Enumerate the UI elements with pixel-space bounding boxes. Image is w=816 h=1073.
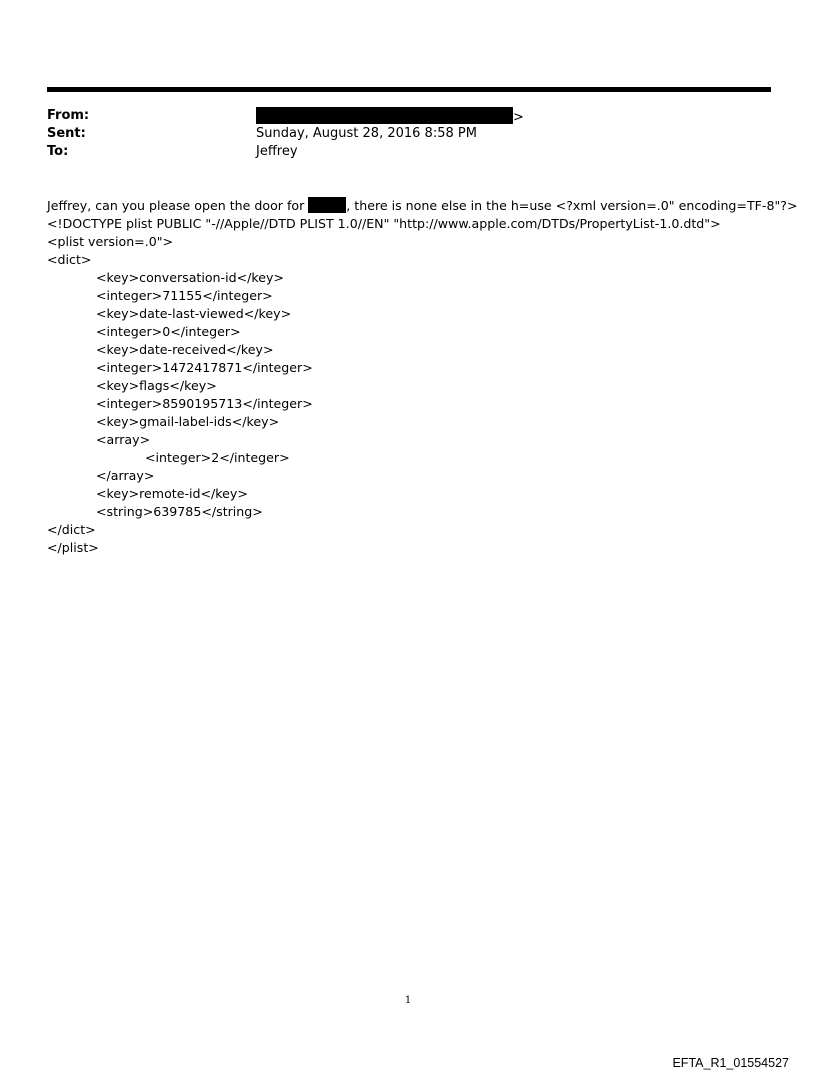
to-row [47,143,771,161]
plist-entry-line: <integer>1472417871</integer> [96,360,313,375]
plist-entry-line: <key>date-received</key> [96,342,274,357]
redaction-block [308,197,346,213]
sent-row [47,125,771,143]
plist-open-line: <plist version=.0"> [47,234,174,249]
to-label: To: [47,144,69,159]
from-suffix: > [513,110,524,125]
plist-entry-line: <key>date-last-viewed</key> [96,306,292,321]
sent-value: Sunday, August 28, 2016 8:58 PM [256,126,477,141]
redaction-block [256,107,513,124]
plist-entry-line: <integer>8590195713</integer> [96,396,313,411]
plist-entry-line: <array> [96,432,151,447]
plist-entry-line: <key>flags</key> [96,378,217,393]
message-intro-line [47,197,798,215]
dict-close-line: </dict> [47,522,96,537]
plist-entry-line: <integer>71155</integer> [96,288,273,303]
to-value: Jeffrey [256,144,298,159]
from-value [256,107,524,127]
plist-entry-line: <key>gmail-label-ids</key> [96,414,280,429]
doctype-line: <!DOCTYPE plist PUBLIC "-//Apple//DTD PLIST 1.0//EN" "http://www.apple.com/DTDs/PropertyList-1.0.dtd"> [47,216,721,231]
bates-number: EFTA_R1_01554527 [672,1056,789,1070]
from-row [47,107,771,125]
intro-continuation: , there is none else in the h=use <?xml version=.0" encoding=TF-8"?> [346,198,798,213]
message-body [47,197,798,557]
plist-entry-line: <key>conversation-id</key> [96,270,284,285]
from-label: From: [47,108,90,123]
email-header [47,107,771,161]
plist-entry-line: </array> [96,468,155,483]
intro-text: Jeffrey, can you please open the door for [47,198,309,213]
plist-entry-line: <integer>2</integer> [145,450,290,465]
header-divider [47,87,771,92]
sent-label: Sent: [47,126,86,141]
page-number: 1 [404,995,412,1006]
plist-entry-line: <integer>0</integer> [96,324,241,339]
plist-entry-line: <key>remote-id</key> [96,486,248,501]
plist-close-line: </plist> [47,540,99,555]
dict-open-line: <dict> [47,252,92,267]
plist-entry-line: <string>639785</string> [96,504,263,519]
